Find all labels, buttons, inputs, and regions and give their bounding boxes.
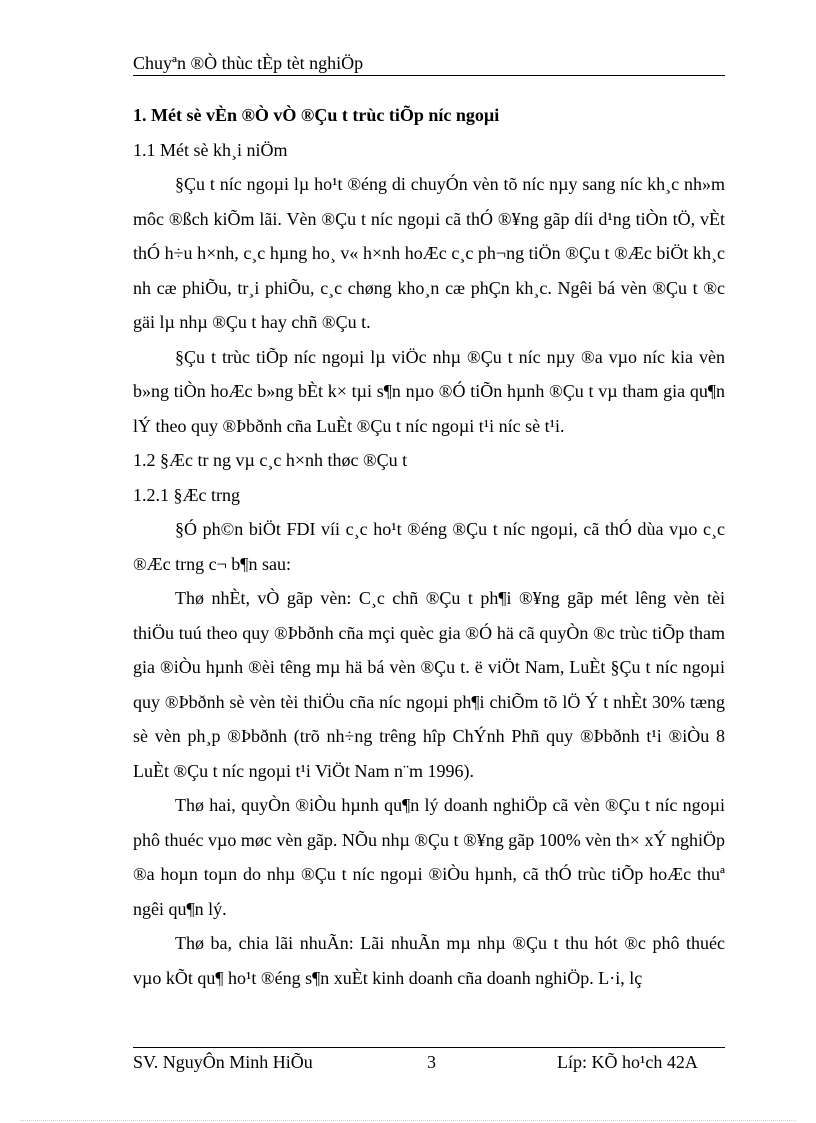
footer-page-number: 3 [427,1052,436,1072]
subsection-heading: 1.2.1 §Æc trng [133,484,240,505]
subsection-heading: 1.2 §Æc tr ng vµ c¸c h×nh thøc ®Çu t [133,450,408,470]
footer-class-info: Líp: KÕ ho¹ch 42A [557,1052,698,1072]
page-header-title: Chuyªn ®Ò thùc tÈp tèt nghiÖp [133,53,364,73]
header-divider [133,75,725,76]
footer-divider [133,1047,725,1048]
paragraph: §Çu t níc ngoµi lµ ho¹t ®éng di chuyÓn vèn tõ níc nµy sang níc kh¸c nh»m môc ®ßch kiÕm lãi. Vèn ®Çu t níc ngoµi cã thÓ ®¥ng gãp díi d¹ng tiÒn tÖ, vÈt thÓ h÷u h×nh, c¸c hµng ho¸ v« h×nh hoÆc c¸c ph¬ng tiÖn ®Çu t ®Æc biÖt kh¸c nh cæ phiÕu, tr¸i phiÕu, c¸c chøng kho¸n cæ phÇn kh¸c. Ngêi bá vèn ®Çu t ®c gäi lµ nhµ ®Çu t hay chñ ®Çu t. [133,174,725,332]
paragraph: §Ó ph©n biÖt FDI víi c¸c ho¹t ®éng ®Çu t níc ngoµi, cã thÓ dùa vµo c¸c ®Æc trng c¬ b¶n sau: [133,519,725,574]
paragraph: Thø ba, chia lãi nhuÃn: Lãi nhuÃn mµ nhµ ®Çu t thu hót ®c phô thuéc vµo kÕt qu¶ ho¹t ®éng s¶n xuÈt kinh doanh cña doanh nghiÖp. L·i, lç [133,933,725,988]
paragraph: §Çu t trùc tiÕp níc ngoµi lµ viÖc nhµ ®Çu t níc nµy ®a vµo níc kia vèn b»ng tiÒn hoÆc b»ng bÈt k× tµi s¶n nµo ®Ó tiÕn hµnh ®Çu t vµ tham gia qu¶n lÝ theo quy ®Þbðnh cña LuÈt ®Çu t níc ngoµi t¹i níc sè t¹i. [133,346,725,436]
document-body [133,98,725,995]
section-title: 1. Mét sè vÈn ®Ò vÒ ®Çu t trùc tiÕp níc ngoµi [133,105,500,125]
page-edge-divider [20,1120,796,1121]
subsection-heading: 1.1 Mét sè kh¸i niÖm [133,139,288,160]
paragraph: Thø hai, quyÒn ®iÒu hµnh qu¶n lý doanh nghiÖp cã vèn ®Çu t níc ngoµi phô thuéc vµo møc vèn gãp. NÕu nhµ ®Çu t ®¥ng gãp 100% vèn th× xÝ nghiÖp ®a hoµn toµn do nhµ ®Çu t níc ngoµi ®iÒu hµnh, cã thÓ trùc tiÕp hoÆc thuª ngêi qu¶n lý. [133,795,725,919]
paragraph: Thø nhÈt, vÒ gãp vèn: C¸c chñ ®Çu t ph¶i ®¥ng gãp mét lêng vèn tèi thiÖu tuú theo quy ®Þbðnh cña mçi quèc gia ®Ó hä cã quyÒn ®c trùc tiÕp tham gia ®iÒu hµnh ®èi têng mµ hä bá vèn ®Çu t. ë viÖt Nam, LuÈt §Çu t níc ngoµi quy ®Þbðnh sè vèn tèi thiÖu cña níc ngoµi ph¶i chiÕm tõ lÖ Ý t nhÈt 30% tæng sè vèn ph¸p ®Þbðnh (trõ nh÷ng trêng hîp ChÝnh Phñ quy ®Þbðnh t¹i ®iÒu 8 LuÈt ®Çu t níc ngoµi t¹i ViÖt Nam n¨m 1996). [133,588,725,781]
footer-student-name: SV. NguyÔn Minh HiÕu [133,1052,313,1072]
